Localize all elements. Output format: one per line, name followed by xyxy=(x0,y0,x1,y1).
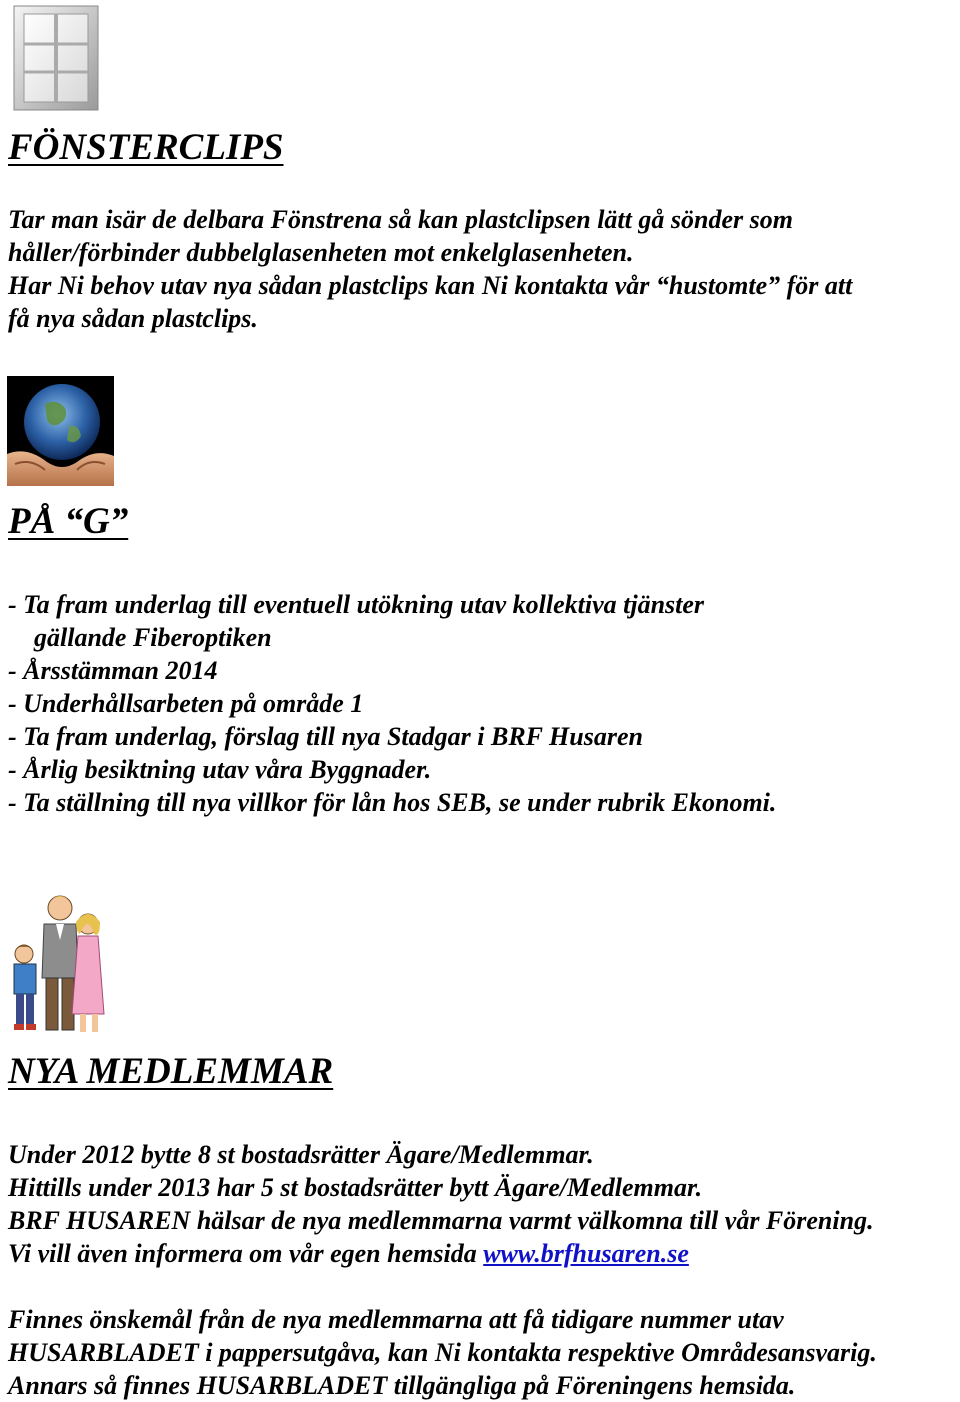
text-line: Finnes önskemål från de nya medlemmarna att få tidigare nummer utav xyxy=(8,1305,784,1334)
list-item: - Årsstämman 2014 xyxy=(8,656,218,685)
heading-fonsterclips: FÖNSTERCLIPS xyxy=(8,127,284,168)
website-link[interactable]: www.brfhusaren.se xyxy=(483,1239,689,1268)
text-line: HUSARBLADET i pappersutgåva, kan Ni kontakta respektive Områdesansvarig. xyxy=(8,1338,877,1367)
window-icon xyxy=(12,4,102,114)
text-line: Hittills under 2013 har 5 st bostadsrätter bytt Ägare/Medlemmar. xyxy=(8,1173,703,1202)
heading-pa-g: PÅ “G” xyxy=(8,501,129,542)
text-line: Har Ni behov utav nya sådan plastclips kan Ni kontakta vår “hustomte” för att xyxy=(8,271,853,300)
list-item-continuation: gällande Fiberoptiken xyxy=(34,623,272,652)
list-pa-g xyxy=(8,588,776,819)
paragraph-husarbladet xyxy=(8,1303,877,1402)
website-prefix: Vi vill även informera om vår egen hemsida xyxy=(8,1239,484,1268)
website-line xyxy=(8,1237,874,1270)
text-line: Annars så finnes HUSARBLADET tillgängliga på Föreningens hemsida. xyxy=(8,1371,796,1400)
text-line: Tar man isär de delbara Fönstrena så kan plastclipsen lätt gå sönder som xyxy=(8,205,793,234)
family-icon xyxy=(8,888,108,1040)
list-item: - Ta fram underlag till eventuell utökning utav kollektiva tjänster xyxy=(8,590,705,619)
list-item: - Årlig besiktning utav våra Byggnader. xyxy=(8,755,432,784)
paragraph-fonsterclips xyxy=(8,203,852,335)
text-line: håller/förbinder dubbelglasenheten mot enkelglasenheten. xyxy=(8,238,634,267)
text-line: BRF HUSAREN hälsar de nya medlemmarna varmt välkomna till vår Förening. xyxy=(8,1206,874,1235)
list-item: - Ta fram underlag, förslag till nya Stadgar i BRF Husaren xyxy=(8,722,643,751)
globe-in-hands-icon xyxy=(7,376,114,486)
paragraph-nya-medlemmar xyxy=(8,1138,874,1270)
text-line: få nya sådan plastclips. xyxy=(8,304,258,333)
list-item: - Ta ställning till nya villkor för lån hos SEB, se under rubrik Ekonomi. xyxy=(8,788,777,817)
heading-nya-medlemmar: NYA MEDLEMMAR xyxy=(8,1051,334,1092)
list-item: - Underhållsarbeten på område 1 xyxy=(8,689,364,718)
text-line: Under 2012 bytte 8 st bostadsrätter Ägare/Medlemmar. xyxy=(8,1140,594,1169)
